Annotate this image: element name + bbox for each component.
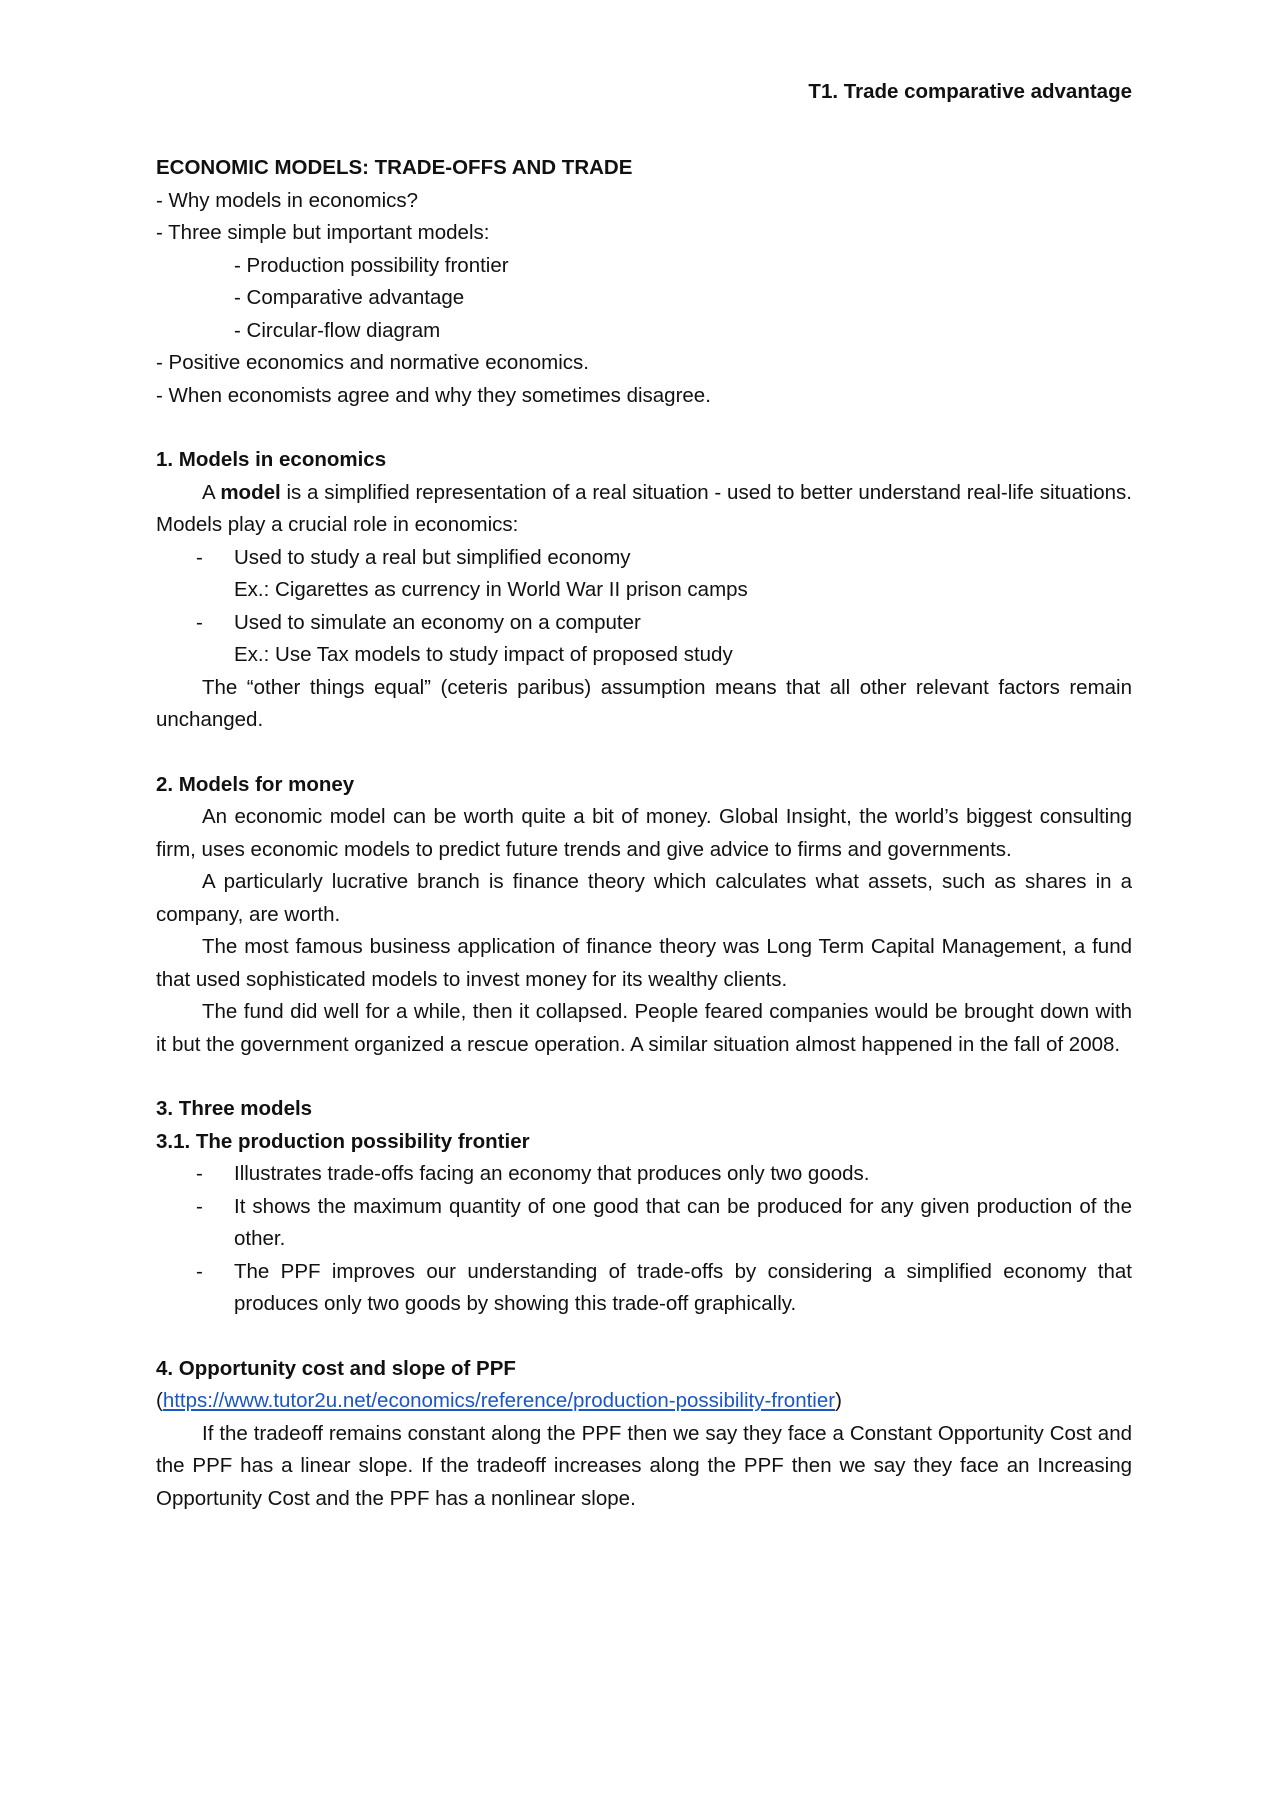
paragraph: If the tradeoff remains constant along the PPF then we say they face a Constant Opportunity Cost and the PPF has a linear slope. If the tradeoff increases along the PPF then we say they face an Increasing Opportunity Cost and the PPF has a nonlinear slope. — [156, 1421, 1132, 1510]
intro-sub-line: - Circular-flow diagram — [234, 318, 441, 342]
bullet-dash: - — [196, 610, 203, 634]
section-heading: 1. Models in economics — [156, 448, 387, 471]
intro-line: - Positive economics and normative economics. — [156, 351, 589, 374]
intro-line: - Three simple but important models: — [156, 221, 490, 244]
bullet-text: Used to study a real but simplified economy — [234, 545, 631, 569]
paragraph: The most famous business application of finance theory was Long Term Capital Management, a fund that used sophisticated models to invest money for its wealthy clients. — [156, 935, 1132, 991]
bullet-dash: - — [196, 1162, 203, 1185]
intro-line: - Why models in economics? — [156, 188, 419, 212]
document-title: ECONOMIC MODELS: TRADE-OFFS AND TRADE — [156, 156, 633, 179]
bullet-text: The PPF improves our understanding of trade-offs by considering a simplified economy that produces only two goods by showing this trade-off graphically. — [234, 1259, 1132, 1315]
spacer — [156, 737, 1132, 769]
section-heading: 2. Models for money — [156, 772, 355, 796]
bullet-example: Ex.: Cigarettes as currency in World War II prison camps — [234, 578, 748, 601]
bullet-dash: - — [196, 545, 203, 569]
section-heading: 4. Opportunity cost and slope of PPF — [156, 1356, 516, 1380]
paren-close: ) — [835, 1389, 842, 1412]
paragraph: The “other things equal” (ceteris paribus) assumption means that all other relevant factors remain unchanged. — [156, 675, 1132, 731]
section-models-in-economics — [156, 444, 1132, 737]
running-title: T1. Trade comparative advantage — [808, 80, 1132, 103]
bullet-item — [156, 1256, 1132, 1321]
paragraph: An economic model can be worth quite a bit of money. Global Insight, the world’s biggest consulting firm, uses economic models to predict future trends and give advice to firms and governments. — [156, 805, 1132, 861]
intro-sub-line: - Comparative advantage — [234, 286, 465, 309]
intro-sub-line: - Production possibility frontier — [234, 253, 509, 277]
bullet-item — [156, 1191, 1132, 1256]
bullet-item — [156, 1158, 1132, 1191]
spacer — [156, 1061, 1132, 1093]
reference-line — [156, 1385, 1132, 1418]
reference-link[interactable]: https://www.tutor2u.net/economics/reference/production-possibility-frontier — [162, 1389, 836, 1412]
spacer — [156, 1321, 1132, 1353]
section-opportunity-cost — [156, 1353, 1132, 1516]
bullet-dash: - — [196, 1194, 203, 1218]
subsection-heading: 3.1. The production possibility frontier — [156, 1129, 530, 1153]
bullet-text: Used to simulate an economy on a computer — [234, 610, 641, 634]
bullet-example: Ex.: Use Tax models to study impact of proposed study — [234, 643, 733, 666]
intro-line: - When economists agree and why they sometimes disagree. — [156, 383, 711, 407]
section-models-for-money — [156, 769, 1132, 1062]
paragraph: The fund did well for a while, then it collapsed. People feared companies would be brought down with it but the government organized a rescue operation. A similar situation almost happened in the fall of 2008. — [156, 1000, 1132, 1056]
paragraph-text: is a simplified representation of a real situation - used to better understand real-life situations. Models play a crucial role in economics: — [156, 480, 1132, 536]
intro-section — [156, 152, 1132, 412]
paragraph-text: A — [202, 480, 221, 504]
paragraph — [156, 477, 1132, 542]
paragraph: A particularly lucrative branch is finance theory which calculates what assets, such as shares in a company, are worth. — [156, 870, 1132, 926]
bold-term: model — [220, 480, 281, 504]
bullet-item — [156, 542, 1132, 575]
bullet-text: Illustrates trade-offs facing an economy that produces only two goods. — [234, 1162, 870, 1185]
spacer — [156, 412, 1132, 444]
bullet-text: It shows the maximum quantity of one good that can be produced for any given production of the other. — [234, 1194, 1132, 1250]
section-three-models — [156, 1093, 1132, 1321]
section-heading: 3. Three models — [156, 1097, 313, 1120]
bullet-item — [156, 607, 1132, 640]
paren-open: ( — [156, 1389, 163, 1412]
bullet-dash: - — [196, 1259, 203, 1283]
